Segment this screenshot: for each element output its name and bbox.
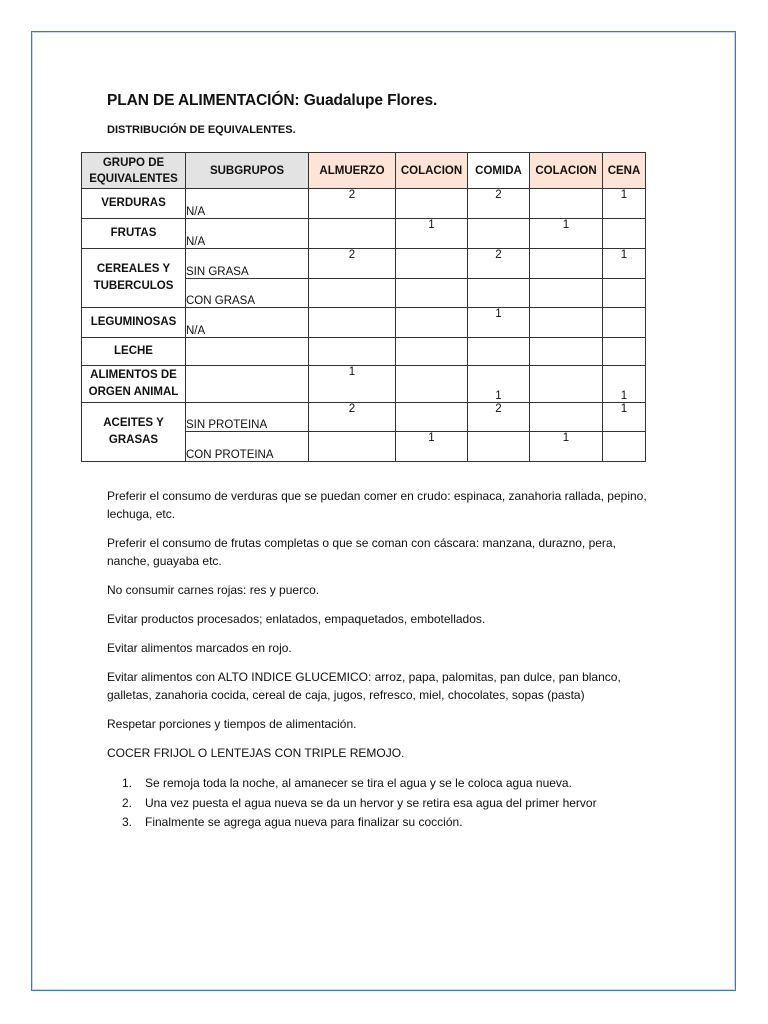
table-row	[82, 219, 646, 249]
almuerzo-cell	[309, 432, 396, 462]
header-subgrupos: SUBGRUPOS	[186, 153, 309, 189]
table-row	[82, 308, 646, 338]
comida-cell	[468, 219, 530, 249]
note-paragraph: Evitar alimentos con ALTO INDICE GLUCEMICO: arroz, papa, palomitas, pan dulce, pan blanco, galletas, zanahoria cocida, cereal de caja, jugos, refresco, miel, chocolates, sopas (pasta)	[107, 670, 621, 702]
colacion-1-cell	[396, 338, 468, 366]
step-number: 3.	[121, 815, 132, 829]
note-paragraph: Preferir el consumo de frutas completas o que se coman con cáscara: manzana, durazno, pera, nanche, guayaba etc.	[107, 536, 616, 568]
header-colacion-1: COLACION	[396, 153, 468, 189]
colacion-1-cell	[396, 308, 468, 338]
almuerzo-cell	[309, 308, 396, 338]
cena-cell: 1	[603, 403, 646, 432]
group-cell: FRUTAS	[82, 219, 186, 249]
header-almuerzo: ALMUERZO	[309, 153, 396, 189]
note-paragraph: No consumir carnes rojas: res y puerco.	[107, 583, 320, 597]
colacion-2-cell	[530, 338, 603, 366]
subgroup-cell: N/A	[186, 189, 309, 219]
cena-cell	[603, 219, 646, 249]
header-colacion-2: COLACION	[530, 153, 603, 189]
table-row	[82, 366, 646, 403]
subgroup-cell: SIN PROTEINA	[186, 403, 309, 432]
almuerzo-cell	[309, 279, 396, 308]
colacion-1-cell: 1	[396, 219, 468, 249]
comida-cell	[468, 338, 530, 366]
comida-cell	[468, 432, 530, 462]
step-text: Finalmente se agrega agua nueva para finalizar su cocción.	[145, 815, 463, 829]
header-cena: CENA	[603, 153, 646, 189]
group-cell: LECHE	[82, 338, 186, 366]
group-cell: VERDURAS	[82, 189, 186, 219]
cena-cell	[603, 308, 646, 338]
table-header-row	[82, 153, 646, 189]
step-number: 2.	[121, 795, 132, 810]
cena-cell: 1	[603, 366, 646, 403]
note-paragraph: COCER FRIJOL O LENTEJAS CON TRIPLE REMOJO.	[107, 746, 405, 760]
colacion-1-cell	[396, 279, 468, 308]
step-text: Una vez puesta el agua nueva se da un hervor y se retira esa agua del primer hervor	[145, 795, 597, 810]
colacion-2-cell: 1	[530, 432, 603, 462]
cena-cell	[603, 338, 646, 366]
almuerzo-cell	[309, 219, 396, 249]
table-row	[82, 249, 646, 279]
colacion-2-cell	[530, 366, 603, 403]
comida-cell: 2	[468, 249, 530, 279]
colacion-1-cell	[396, 189, 468, 219]
colacion-2-cell	[530, 403, 603, 432]
list-item	[107, 774, 667, 794]
step-text: Se remoja toda la noche, al amanecer se tira el agua y se le coloca agua nueva.	[145, 776, 572, 790]
colacion-1-cell	[396, 403, 468, 432]
almuerzo-cell: 1	[309, 366, 396, 403]
colacion-1-cell	[396, 366, 468, 403]
recommendations	[107, 487, 647, 773]
table-row	[82, 338, 646, 366]
colacion-2-cell: 1	[530, 219, 603, 249]
colacion-1-cell	[396, 249, 468, 279]
colacion-2-cell	[530, 189, 603, 219]
subgroup-cell	[186, 366, 309, 403]
subgroup-cell: SIN GRASA	[186, 249, 309, 279]
almuerzo-cell: 2	[309, 403, 396, 432]
subgroup-cell: N/A	[186, 219, 309, 249]
page-title: PLAN DE ALIMENTACIÓN: Guadalupe Flores.	[107, 92, 438, 109]
header-grupo: GRUPO DE EQUIVALENTES	[82, 153, 186, 189]
cooking-steps-list	[107, 774, 667, 833]
subgroup-cell: CON PROTEINA	[186, 432, 309, 462]
comida-cell	[468, 279, 530, 308]
group-cell: LEGUMINOSAS	[82, 308, 186, 338]
subgroup-cell	[186, 338, 309, 366]
group-cell: ACEITES Y GRASAS	[82, 403, 186, 462]
note-paragraph: Preferir el consumo de verduras que se puedan comer en crudo: espinaca, zanahoria rallada, pepino, lechuga, etc.	[107, 489, 647, 521]
table-row	[82, 403, 646, 432]
subgroup-cell: N/A	[186, 308, 309, 338]
colacion-2-cell	[530, 308, 603, 338]
subgroup-cell: CON GRASA	[186, 279, 309, 308]
comida-cell: 2	[468, 403, 530, 432]
list-item	[107, 794, 667, 814]
cena-cell	[603, 432, 646, 462]
note-paragraph: Evitar productos procesados; enlatados, empaquetados, embotellados.	[107, 612, 486, 626]
almuerzo-cell	[309, 338, 396, 366]
comida-cell: 1	[468, 308, 530, 338]
note-paragraph: Evitar alimentos marcados en rojo.	[107, 641, 292, 655]
almuerzo-cell: 2	[309, 189, 396, 219]
header-comida: COMIDA	[468, 153, 530, 189]
almuerzo-cell: 2	[309, 249, 396, 279]
comida-cell: 2	[468, 189, 530, 219]
note-paragraph: Respetar porciones y tiempos de alimentación.	[107, 717, 357, 731]
group-cell: ALIMENTOS DE ORGEN ANIMAL	[82, 366, 186, 403]
cena-cell	[603, 279, 646, 308]
colacion-1-cell: 1	[396, 432, 468, 462]
colacion-2-cell	[530, 279, 603, 308]
colacion-2-cell	[530, 249, 603, 279]
section-subtitle: DISTRIBUCIÓN DE EQUIVALENTES.	[107, 124, 296, 136]
cena-cell: 1	[603, 189, 646, 219]
equivalents-table	[81, 152, 646, 462]
cena-cell: 1	[603, 249, 646, 279]
table-row	[82, 189, 646, 219]
comida-cell: 1	[468, 366, 530, 403]
group-cell: CEREALES Y TUBERCULOS	[82, 249, 186, 308]
list-item	[107, 813, 667, 833]
step-number: 1.	[121, 776, 132, 790]
